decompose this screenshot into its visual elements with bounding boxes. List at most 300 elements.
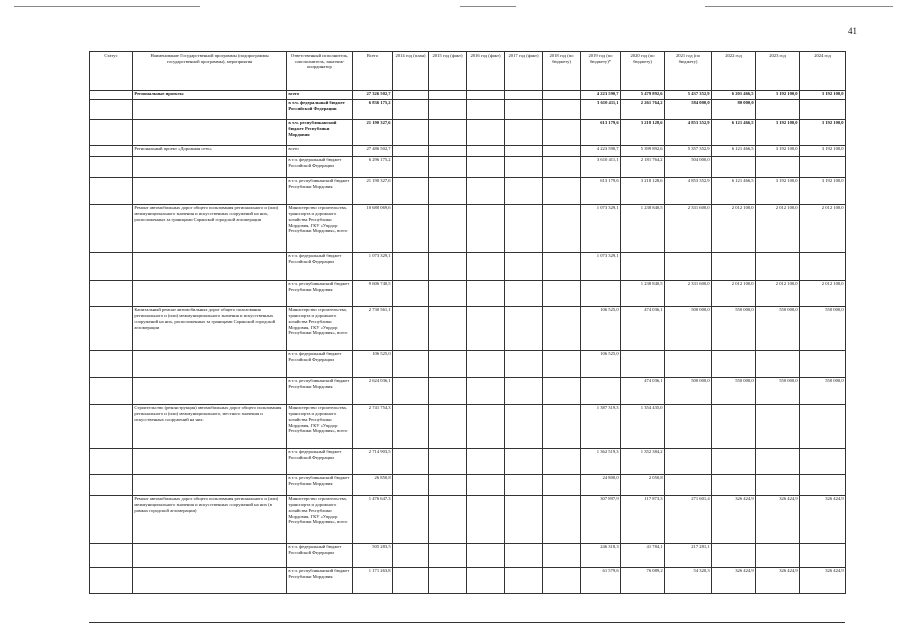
y2019-cell: 3 610 411,1 bbox=[581, 99, 621, 119]
table-row bbox=[90, 156, 846, 177]
y2017-cell bbox=[505, 119, 543, 145]
y2017-cell bbox=[505, 474, 543, 495]
y2018-cell bbox=[543, 119, 581, 145]
y2020-cell: 41 784,1 bbox=[621, 543, 665, 567]
table-row bbox=[90, 280, 846, 306]
y2019-cell: 307 897,9 bbox=[581, 495, 621, 543]
y2016-cell bbox=[467, 280, 505, 306]
y2014-cell bbox=[393, 252, 429, 280]
table-row bbox=[90, 495, 846, 543]
y2020-cell: 1 238 840,5 bbox=[621, 280, 665, 306]
y2014-cell bbox=[393, 306, 429, 350]
name-cell bbox=[133, 474, 287, 495]
y2014-cell bbox=[393, 567, 429, 593]
col-header: 2017 год (факт) bbox=[505, 52, 543, 91]
y2024-cell: 326 424,9 bbox=[800, 495, 846, 543]
total-cell: 27 326 502,7 bbox=[353, 90, 393, 99]
y2018-cell bbox=[543, 99, 581, 119]
y2018-cell bbox=[543, 474, 581, 495]
y2014-cell bbox=[393, 99, 429, 119]
y2015-cell bbox=[429, 350, 467, 377]
y2016-cell bbox=[467, 474, 505, 495]
y2016-cell bbox=[467, 377, 505, 404]
y2017-cell bbox=[505, 280, 543, 306]
name-cell bbox=[133, 99, 287, 119]
name-cell: Капитальный ремонт автомобильных дорог общего пользования регионального и (или) межмуниципального значения и искусственных сооружений на них, расположенных за границами Саранской городской агломерации bbox=[133, 306, 287, 350]
y2022-cell bbox=[712, 448, 756, 474]
y2015-cell bbox=[429, 448, 467, 474]
executor-cell: в т.ч. федеральный бюджет Российской Федерации bbox=[287, 156, 353, 177]
total-cell: 21 190 327,6 bbox=[353, 177, 393, 204]
y2017-cell bbox=[505, 567, 543, 593]
y2019-cell bbox=[581, 280, 621, 306]
y2023-cell: 2 012 100,0 bbox=[756, 204, 800, 252]
top-rule-mid bbox=[460, 6, 516, 7]
y2020-cell bbox=[621, 350, 665, 377]
executor-cell: в т.ч. федеральный бюджет Российской Федерации bbox=[287, 99, 353, 119]
table-row bbox=[90, 119, 846, 145]
name-cell bbox=[133, 177, 287, 204]
y2020-cell: 2 181 764,2 bbox=[621, 156, 665, 177]
y2022-cell: 550 000,0 bbox=[712, 377, 756, 404]
y2016-cell bbox=[467, 156, 505, 177]
y2016-cell bbox=[467, 404, 505, 448]
y2015-cell bbox=[429, 204, 467, 252]
executor-cell: в т.ч. республиканский бюджет Республики Мордовия bbox=[287, 377, 353, 404]
table-row bbox=[90, 204, 846, 252]
y2015-cell bbox=[429, 99, 467, 119]
y2020-cell: 76 089,2 bbox=[621, 567, 665, 593]
y2021-cell: 4 853 352,9 bbox=[665, 177, 712, 204]
y2022-cell: 6 121 466,5 bbox=[712, 119, 756, 145]
status-cell bbox=[90, 90, 133, 99]
y2024-cell bbox=[800, 350, 846, 377]
y2017-cell bbox=[505, 495, 543, 543]
table-row bbox=[90, 448, 846, 474]
total-cell: 6 836 175,2 bbox=[353, 99, 393, 119]
y2021-cell: 2 331 600,0 bbox=[665, 280, 712, 306]
executor-cell: Министерство строительства, транспорта и дорожного хозяйства Республики Мордовия, ГКУ «Упрдор Республики Мордовия», всего bbox=[287, 306, 353, 350]
executor-cell: Министерство строительства, транспорта и дорожного хозяйства Республики Мордовия, ГКУ «Упрдор Республики Мордовия», всего bbox=[287, 204, 353, 252]
y2023-cell: 3 192 100,0 bbox=[756, 177, 800, 204]
y2024-cell bbox=[800, 543, 846, 567]
y2016-cell bbox=[467, 567, 505, 593]
y2021-cell: 500 000,0 bbox=[665, 377, 712, 404]
col-header: 2016 год (факт) bbox=[467, 52, 505, 91]
col-header: 2022 год bbox=[712, 52, 756, 91]
status-cell bbox=[90, 448, 133, 474]
y2016-cell bbox=[467, 495, 505, 543]
table-row bbox=[90, 306, 846, 350]
total-cell: 1 073 329,1 bbox=[353, 252, 393, 280]
y2014-cell bbox=[393, 145, 429, 156]
status-cell bbox=[90, 145, 133, 156]
y2020-cell: 2 050,8 bbox=[621, 474, 665, 495]
y2021-cell: 584 000,0 bbox=[665, 99, 712, 119]
status-cell bbox=[90, 204, 133, 252]
y2023-cell bbox=[756, 156, 800, 177]
table-body bbox=[90, 90, 846, 593]
y2020-cell: 3 218 128,6 bbox=[621, 177, 665, 204]
executor-cell: Министерство строительства, транспорта и дорожного хозяйства Республики Мордовия, ГКУ «Упрдор Республики Мордовия», всего bbox=[287, 495, 353, 543]
top-rule-right bbox=[705, 6, 893, 7]
y2022-cell: 550 000,0 bbox=[712, 306, 756, 350]
y2019-cell: 61 579,6 bbox=[581, 567, 621, 593]
y2016-cell bbox=[467, 204, 505, 252]
y2024-cell bbox=[800, 448, 846, 474]
y2016-cell bbox=[467, 119, 505, 145]
y2018-cell bbox=[543, 204, 581, 252]
y2021-cell: 5 357 352,9 bbox=[665, 145, 712, 156]
y2017-cell bbox=[505, 448, 543, 474]
y2015-cell bbox=[429, 252, 467, 280]
total-cell: 10 680 069,6 bbox=[353, 204, 393, 252]
y2019-cell: 1 073 329,1 bbox=[581, 204, 621, 252]
y2020-cell: 1 238 840,5 bbox=[621, 204, 665, 252]
y2023-cell: 326 424,9 bbox=[756, 567, 800, 593]
y2018-cell bbox=[543, 448, 581, 474]
y2019-cell: 4 223 590,7 bbox=[581, 145, 621, 156]
y2023-cell bbox=[756, 448, 800, 474]
table-row bbox=[90, 474, 846, 495]
y2015-cell bbox=[429, 404, 467, 448]
y2018-cell bbox=[543, 145, 581, 156]
y2018-cell bbox=[543, 306, 581, 350]
executor-cell: в т.ч. республиканский бюджет Республики Мордовия bbox=[287, 177, 353, 204]
y2023-cell bbox=[756, 404, 800, 448]
col-header: 2014 год (план) bbox=[393, 52, 429, 91]
y2015-cell bbox=[429, 90, 467, 99]
top-rule-left bbox=[14, 6, 200, 7]
status-cell bbox=[90, 404, 133, 448]
y2023-cell: 326 424,9 bbox=[756, 495, 800, 543]
y2021-cell bbox=[665, 252, 712, 280]
y2018-cell bbox=[543, 404, 581, 448]
table-row bbox=[90, 99, 846, 119]
y2016-cell bbox=[467, 145, 505, 156]
executor-cell: в т.ч. республиканский бюджет Республики Мордовия bbox=[287, 119, 353, 145]
executor-cell: всего bbox=[287, 145, 353, 156]
y2017-cell bbox=[505, 252, 543, 280]
y2018-cell bbox=[543, 350, 581, 377]
y2014-cell bbox=[393, 448, 429, 474]
y2021-cell: 2 331 600,0 bbox=[665, 204, 712, 252]
y2024-cell bbox=[800, 99, 846, 119]
y2014-cell bbox=[393, 474, 429, 495]
name-cell bbox=[133, 119, 287, 145]
table-row bbox=[90, 404, 846, 448]
status-cell bbox=[90, 567, 133, 593]
y2023-cell bbox=[756, 350, 800, 377]
name-cell bbox=[133, 252, 287, 280]
executor-cell: в т.ч. федеральный бюджет Российской Федерации bbox=[287, 543, 353, 567]
y2021-cell: 4 853 352,9 bbox=[665, 119, 712, 145]
y2024-cell: 550 000,0 bbox=[800, 306, 846, 350]
y2014-cell bbox=[393, 156, 429, 177]
y2015-cell bbox=[429, 495, 467, 543]
y2022-cell: 6 121 466,5 bbox=[712, 177, 756, 204]
y2017-cell bbox=[505, 404, 543, 448]
y2019-cell bbox=[581, 377, 621, 404]
status-cell bbox=[90, 177, 133, 204]
y2014-cell bbox=[393, 177, 429, 204]
y2022-cell: 80 000,0 bbox=[712, 99, 756, 119]
total-cell: 2 624 036,1 bbox=[353, 377, 393, 404]
y2022-cell bbox=[712, 543, 756, 567]
name-cell bbox=[133, 543, 287, 567]
table-row bbox=[90, 567, 846, 593]
y2022-cell: 6 201 466,5 bbox=[712, 90, 756, 99]
y2019-cell: 4 223 590,7 bbox=[581, 90, 621, 99]
y2021-cell: 271 601,4 bbox=[665, 495, 712, 543]
y2015-cell bbox=[429, 543, 467, 567]
y2019-cell: 24 800,0 bbox=[581, 474, 621, 495]
y2015-cell bbox=[429, 156, 467, 177]
col-header: Ответственный исполнитель, соисполнитель, заказчик-координатор bbox=[287, 52, 353, 91]
y2024-cell bbox=[800, 156, 846, 177]
y2018-cell bbox=[543, 377, 581, 404]
y2020-cell: 1 354 435,0 bbox=[621, 404, 665, 448]
y2021-cell: 504 000,0 bbox=[665, 156, 712, 177]
status-cell bbox=[90, 280, 133, 306]
y2020-cell: 1 352 384,2 bbox=[621, 448, 665, 474]
status-cell bbox=[90, 350, 133, 377]
y2021-cell bbox=[665, 404, 712, 448]
bottom-rule bbox=[89, 622, 845, 623]
y2017-cell bbox=[505, 145, 543, 156]
y2014-cell bbox=[393, 543, 429, 567]
y2021-cell: 54 320,3 bbox=[665, 567, 712, 593]
y2024-cell: 3 192 100,0 bbox=[800, 145, 846, 156]
y2023-cell: 3 192 100,0 bbox=[756, 90, 800, 99]
y2014-cell bbox=[393, 404, 429, 448]
y2016-cell bbox=[467, 177, 505, 204]
y2022-cell: 326 424,9 bbox=[712, 567, 756, 593]
total-cell: 9 606 740,5 bbox=[353, 280, 393, 306]
y2016-cell bbox=[467, 448, 505, 474]
y2014-cell bbox=[393, 377, 429, 404]
y2014-cell bbox=[393, 280, 429, 306]
name-cell: Ремонт автомобильных дорог общего пользования регионального и (или) межмуниципального значения и искусственных сооружений на них (в рамках городской агломерации) bbox=[133, 495, 287, 543]
page-number: 41 bbox=[848, 26, 857, 36]
total-cell: 27 486 502,7 bbox=[353, 145, 393, 156]
y2021-cell bbox=[665, 448, 712, 474]
y2019-cell: 613 179,6 bbox=[581, 177, 621, 204]
name-cell bbox=[133, 567, 287, 593]
y2019-cell: 1 073 329,1 bbox=[581, 252, 621, 280]
executor-cell: Министерство строительства, транспорта и дорожного хозяйства Республики Мордовия, ГКУ «Упрдор Республики Мордовия», всего bbox=[287, 404, 353, 448]
col-header: 2023 год bbox=[756, 52, 800, 91]
executor-cell: в т.ч. республиканский бюджет Республики Мордовия bbox=[287, 280, 353, 306]
y2024-cell: 3 192 100,0 bbox=[800, 119, 846, 145]
y2022-cell bbox=[712, 474, 756, 495]
table-row bbox=[90, 252, 846, 280]
table-row bbox=[90, 177, 846, 204]
table-row bbox=[90, 90, 846, 99]
total-cell: 505 283,5 bbox=[353, 543, 393, 567]
col-header: 2019 год (по бюджету)* bbox=[581, 52, 621, 91]
y2015-cell bbox=[429, 145, 467, 156]
col-header: Статус bbox=[90, 52, 133, 91]
name-cell bbox=[133, 377, 287, 404]
y2015-cell bbox=[429, 280, 467, 306]
y2015-cell bbox=[429, 567, 467, 593]
y2023-cell bbox=[756, 474, 800, 495]
y2024-cell: 2 012 100,0 bbox=[800, 280, 846, 306]
y2017-cell bbox=[505, 543, 543, 567]
y2024-cell: 3 192 100,0 bbox=[800, 90, 846, 99]
col-header: Наименование Государственной программы (подпрограммы государственной программы), мероприятия bbox=[133, 52, 287, 91]
status-cell bbox=[90, 543, 133, 567]
status-cell bbox=[90, 119, 133, 145]
name-cell: Ремонт автомобильных дорог общего пользования регионального и (или) межмуниципального значения и искусственных сооружений на них, расположенных за границами Саранской городской агломерации bbox=[133, 204, 287, 252]
y2022-cell: 6 121 466,5 bbox=[712, 145, 756, 156]
executor-cell: в т.ч. республиканский бюджет Республики Мордовия bbox=[287, 567, 353, 593]
y2017-cell bbox=[505, 156, 543, 177]
col-header: 2024 год bbox=[800, 52, 846, 91]
status-cell bbox=[90, 495, 133, 543]
y2023-cell bbox=[756, 252, 800, 280]
y2016-cell bbox=[467, 306, 505, 350]
y2015-cell bbox=[429, 474, 467, 495]
status-cell bbox=[90, 99, 133, 119]
col-header: 2021 год (по бюджету) bbox=[665, 52, 712, 91]
executor-cell: в т.ч. федеральный бюджет Российской Федерации bbox=[287, 252, 353, 280]
col-header: 2015 год (факт) bbox=[429, 52, 467, 91]
y2022-cell bbox=[712, 252, 756, 280]
y2016-cell bbox=[467, 543, 505, 567]
y2014-cell bbox=[393, 119, 429, 145]
y2014-cell bbox=[393, 350, 429, 377]
y2018-cell bbox=[543, 177, 581, 204]
y2018-cell bbox=[543, 280, 581, 306]
y2015-cell bbox=[429, 306, 467, 350]
y2019-cell: 3 610 411,1 bbox=[581, 156, 621, 177]
y2017-cell bbox=[505, 377, 543, 404]
y2018-cell bbox=[543, 543, 581, 567]
y2016-cell bbox=[467, 350, 505, 377]
y2015-cell bbox=[429, 177, 467, 204]
budget-table bbox=[89, 51, 846, 594]
name-cell: Региональные проекты bbox=[133, 90, 287, 99]
y2017-cell bbox=[505, 99, 543, 119]
total-cell: 1 476 647,3 bbox=[353, 495, 393, 543]
y2024-cell bbox=[800, 474, 846, 495]
y2016-cell bbox=[467, 252, 505, 280]
y2017-cell bbox=[505, 306, 543, 350]
total-cell: 6 296 175,2 bbox=[353, 156, 393, 177]
y2020-cell: 474 036,1 bbox=[621, 306, 665, 350]
total-cell: 106 525,0 bbox=[353, 350, 393, 377]
y2023-cell: 3 192 100,0 bbox=[756, 119, 800, 145]
y2019-cell: 1 387 319,3 bbox=[581, 404, 621, 448]
total-cell: 2 741 754,3 bbox=[353, 404, 393, 448]
y2022-cell bbox=[712, 350, 756, 377]
y2015-cell bbox=[429, 119, 467, 145]
total-cell: 2 730 561,1 bbox=[353, 306, 393, 350]
executor-cell: в т.ч. федеральный бюджет Российской Федерации bbox=[287, 448, 353, 474]
y2020-cell: 5 399 892,6 bbox=[621, 145, 665, 156]
y2018-cell bbox=[543, 567, 581, 593]
y2020-cell: 474 036,1 bbox=[621, 377, 665, 404]
table-row bbox=[90, 377, 846, 404]
y2024-cell bbox=[800, 252, 846, 280]
name-cell bbox=[133, 280, 287, 306]
y2018-cell bbox=[543, 495, 581, 543]
y2024-cell bbox=[800, 404, 846, 448]
total-cell: 26 850,8 bbox=[353, 474, 393, 495]
name-cell: Строительство (реконструкция) автомобильных дорог общего пользования регионального и (или) межмуниципального, местного значения и искусственных сооружений на них. bbox=[133, 404, 287, 448]
y2023-cell: 550 000,0 bbox=[756, 377, 800, 404]
y2023-cell: 550 000,0 bbox=[756, 306, 800, 350]
y2017-cell bbox=[505, 350, 543, 377]
total-cell: 2 714 903,5 bbox=[353, 448, 393, 474]
y2019-cell: 106 525,0 bbox=[581, 306, 621, 350]
y2018-cell bbox=[543, 252, 581, 280]
y2016-cell bbox=[467, 99, 505, 119]
col-header: 2018 год (по бюджету) bbox=[543, 52, 581, 91]
table-row bbox=[90, 350, 846, 377]
y2022-cell: 2 012 100,0 bbox=[712, 204, 756, 252]
y2023-cell bbox=[756, 543, 800, 567]
y2020-cell bbox=[621, 252, 665, 280]
y2019-cell: 613 179,6 bbox=[581, 119, 621, 145]
y2014-cell bbox=[393, 495, 429, 543]
y2024-cell: 550 000,0 bbox=[800, 377, 846, 404]
executor-cell: всего bbox=[287, 90, 353, 99]
header-row bbox=[90, 52, 846, 91]
status-cell bbox=[90, 474, 133, 495]
y2024-cell: 3 192 100,0 bbox=[800, 177, 846, 204]
y2022-cell: 326 424,9 bbox=[712, 495, 756, 543]
y2020-cell: 3 218 128,6 bbox=[621, 119, 665, 145]
executor-cell: в т.ч. республиканский бюджет Республики Мордовия bbox=[287, 474, 353, 495]
col-header: Всего bbox=[353, 52, 393, 91]
y2023-cell bbox=[756, 99, 800, 119]
y2019-cell: 246 318,3 bbox=[581, 543, 621, 567]
y2023-cell: 3 192 100,0 bbox=[756, 145, 800, 156]
name-cell bbox=[133, 350, 287, 377]
y2017-cell bbox=[505, 177, 543, 204]
y2016-cell bbox=[467, 90, 505, 99]
executor-cell: в т.ч. федеральный бюджет Российской Федерации bbox=[287, 350, 353, 377]
status-cell bbox=[90, 252, 133, 280]
table-row bbox=[90, 145, 846, 156]
name-cell bbox=[133, 156, 287, 177]
table-row bbox=[90, 543, 846, 567]
y2014-cell bbox=[393, 204, 429, 252]
y2021-cell bbox=[665, 350, 712, 377]
y2021-cell bbox=[665, 474, 712, 495]
y2024-cell: 326 424,9 bbox=[800, 567, 846, 593]
total-cell: 1 171 263,8 bbox=[353, 567, 393, 593]
status-cell bbox=[90, 377, 133, 404]
status-cell bbox=[90, 156, 133, 177]
y2017-cell bbox=[505, 90, 543, 99]
y2022-cell bbox=[712, 404, 756, 448]
y2023-cell: 2 012 100,0 bbox=[756, 280, 800, 306]
y2021-cell: 217 281,1 bbox=[665, 543, 712, 567]
y2019-cell: 1 362 519,3 bbox=[581, 448, 621, 474]
y2018-cell bbox=[543, 156, 581, 177]
y2018-cell bbox=[543, 90, 581, 99]
y2020-cell: 2 261 764,2 bbox=[621, 99, 665, 119]
y2020-cell: 5 479 892,6 bbox=[621, 90, 665, 99]
y2017-cell bbox=[505, 204, 543, 252]
name-cell bbox=[133, 448, 287, 474]
status-cell bbox=[90, 306, 133, 350]
y2019-cell: 106 525,0 bbox=[581, 350, 621, 377]
